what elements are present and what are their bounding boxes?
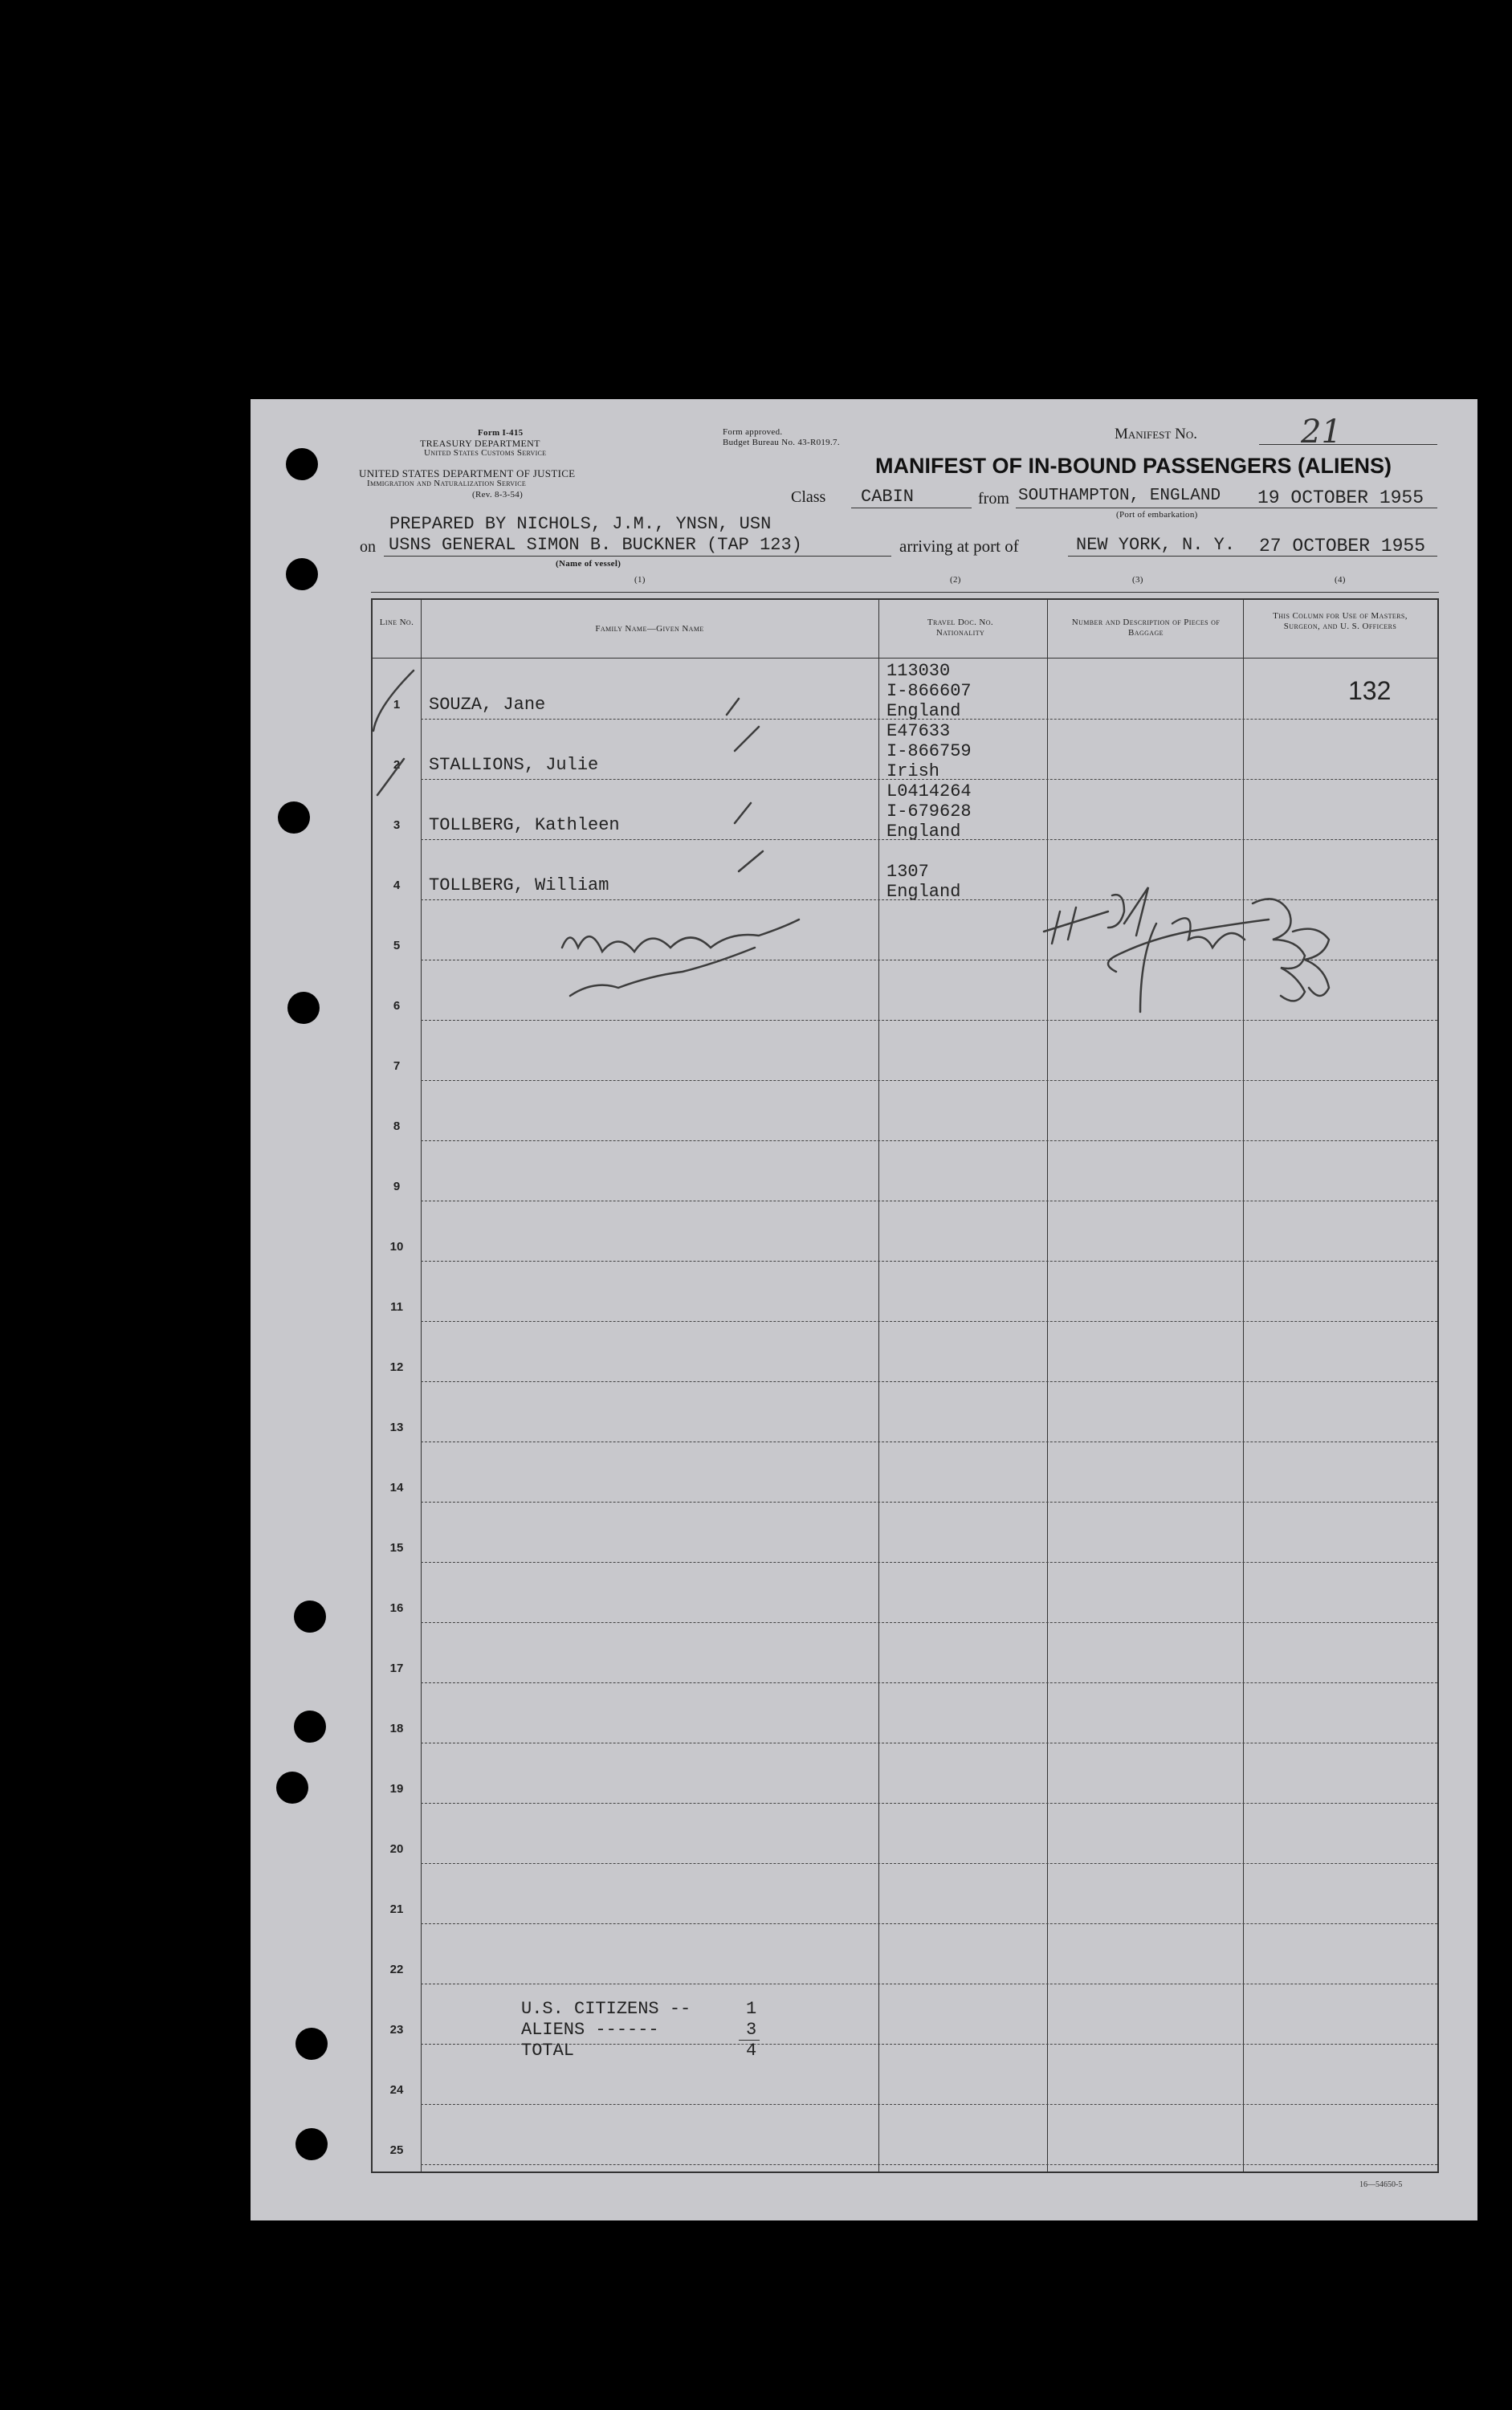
- baggage-signature: [1253, 899, 1305, 1001]
- arrival-port: NEW YORK, N. Y.: [1076, 535, 1236, 555]
- column-number-4: (4): [1335, 575, 1346, 585]
- passenger-name: SOUZA, Jane: [429, 695, 546, 715]
- check-mark: [377, 759, 404, 795]
- customs-service: United States Customs Service: [424, 448, 547, 458]
- manifest-number-label: Manifest No.: [1115, 426, 1197, 442]
- baggage-signature: [1108, 920, 1269, 972]
- header-line-no: Line No.: [379, 618, 414, 627]
- justice-dept: UNITED STATES DEPARTMENT OF JUSTICE: [359, 467, 576, 479]
- row-line-number: 24: [389, 2083, 404, 2097]
- baggage-signature: [1293, 929, 1329, 996]
- check-mark: [739, 851, 763, 871]
- header-travel-doc: Travel Doc. No. Nationality: [927, 618, 994, 638]
- summary-us-citizens-label: U.S. CITIZENS --: [521, 1999, 691, 2019]
- row-line-number: 22: [389, 1963, 404, 1976]
- check-mark: [735, 803, 751, 823]
- form-number: Form I-415: [478, 428, 524, 438]
- from-label: from: [978, 490, 1009, 508]
- row-line-number: 21: [389, 1902, 404, 1916]
- column-number-3: (3): [1132, 575, 1143, 585]
- passenger-nationality: England: [886, 882, 961, 902]
- column-number-1: (1): [634, 575, 646, 585]
- embarkation-port: SOUTHAMPTON, ENGLAND: [1018, 487, 1221, 505]
- row-line-number: 12: [389, 1360, 404, 1374]
- travel-doc-number: I-866759: [886, 741, 972, 761]
- row-line-number: 14: [389, 1481, 404, 1495]
- header-baggage: Number and Description of Pieces of Baggage: [1071, 618, 1221, 638]
- on-label: on: [360, 538, 376, 556]
- baggage-mark: [1124, 887, 1148, 936]
- column-number-2: (2): [950, 575, 961, 585]
- page-title: MANIFEST OF IN-BOUND PASSENGERS (ALIENS): [875, 454, 1392, 478]
- check-mark: [373, 671, 414, 731]
- prepared-by: PREPARED BY NICHOLS, J.M., YNSN, USN: [389, 514, 772, 534]
- summary-aliens: 3: [746, 2020, 757, 2040]
- baggage-signature: [1140, 918, 1245, 1012]
- row-line-number: 6: [393, 999, 401, 1013]
- row-line-number: 10: [389, 1240, 404, 1254]
- summary-aliens-label: ALIENS ------: [521, 2020, 659, 2040]
- passenger-name: STALLIONS, Julie: [429, 755, 599, 775]
- baggage-mark: [1108, 895, 1124, 928]
- arriving-label: arriving at port of: [899, 536, 1019, 556]
- row-line-number: 17: [389, 1662, 404, 1675]
- vessel-name: USNS GENERAL SIMON B. BUCKNER (TAP 123): [389, 535, 802, 555]
- officer-signature: [570, 948, 755, 996]
- row-line-number: 5: [393, 939, 401, 952]
- baggage-mark: [1044, 907, 1108, 944]
- summary-total: 4: [746, 2041, 757, 2061]
- class-value: CABIN: [861, 487, 915, 507]
- header-family-name: Family Name—Given Name: [595, 624, 704, 634]
- budget-bureau: Budget Bureau No. 43-R019.7.: [723, 438, 840, 447]
- officer-signature: [562, 920, 799, 952]
- row-line-number: 16: [389, 1601, 404, 1615]
- row-line-number: 8: [393, 1119, 401, 1133]
- row-line-number: 13: [389, 1421, 404, 1434]
- departure-date: 19 OCTOBER 1955: [1257, 487, 1424, 508]
- header-officers-column: This Column for Use of Masters, Surgeon, and U. S. Officers: [1273, 611, 1408, 631]
- row-line-number: 25: [389, 2143, 404, 2157]
- summary-total-label: TOTAL: [521, 2041, 575, 2061]
- row-line-number: 2: [393, 758, 401, 772]
- row-line-number: 11: [390, 1300, 403, 1314]
- check-mark: [735, 727, 759, 751]
- port-caption: (Port of embarkation): [1116, 510, 1198, 520]
- passenger-nationality: Irish: [886, 761, 940, 781]
- travel-doc-number: I-679628: [886, 801, 972, 822]
- row-line-number: 1: [393, 698, 401, 712]
- revision-date: (Rev. 8-3-54): [472, 490, 524, 500]
- class-label: Class: [791, 488, 826, 506]
- passenger-nationality: England: [886, 822, 961, 842]
- travel-doc-number: E47633: [886, 721, 951, 741]
- row-line-number: 19: [389, 1782, 404, 1796]
- passenger-nationality: England: [886, 701, 961, 721]
- travel-doc-number: 1307: [886, 862, 929, 882]
- print-code: 16—54650-5: [1359, 2180, 1403, 2189]
- passenger-name: TOLLBERG, Kathleen: [429, 815, 620, 835]
- passenger-name: TOLLBERG, William: [429, 875, 609, 895]
- officer-note: 132: [1348, 676, 1392, 705]
- summary-us-citizens: 1: [746, 1999, 757, 2019]
- row-line-number: 7: [393, 1059, 401, 1073]
- row-line-number: 23: [389, 2023, 404, 2037]
- row-line-number: 4: [393, 879, 401, 892]
- treasury-dept: TREASURY DEPARTMENT: [420, 438, 540, 449]
- row-line-number: 15: [389, 1541, 404, 1555]
- row-line-number: 3: [393, 818, 401, 832]
- vessel-caption: (Name of vessel): [556, 559, 622, 569]
- row-line-number: 9: [393, 1180, 401, 1193]
- row-line-number: 18: [389, 1722, 404, 1735]
- travel-doc-number: I-866607: [886, 681, 972, 701]
- immigration-service: Immigration and Naturalization Service: [367, 479, 527, 488]
- form-approved: Form approved.: [723, 427, 783, 437]
- row-line-number: 20: [389, 1842, 404, 1856]
- travel-doc-number: 113030: [886, 661, 951, 681]
- manifest-number: 21: [1301, 414, 1342, 451]
- arrival-date: 27 OCTOBER 1955: [1259, 536, 1426, 557]
- travel-doc-number: L0414264: [886, 781, 972, 801]
- check-mark: [727, 699, 739, 715]
